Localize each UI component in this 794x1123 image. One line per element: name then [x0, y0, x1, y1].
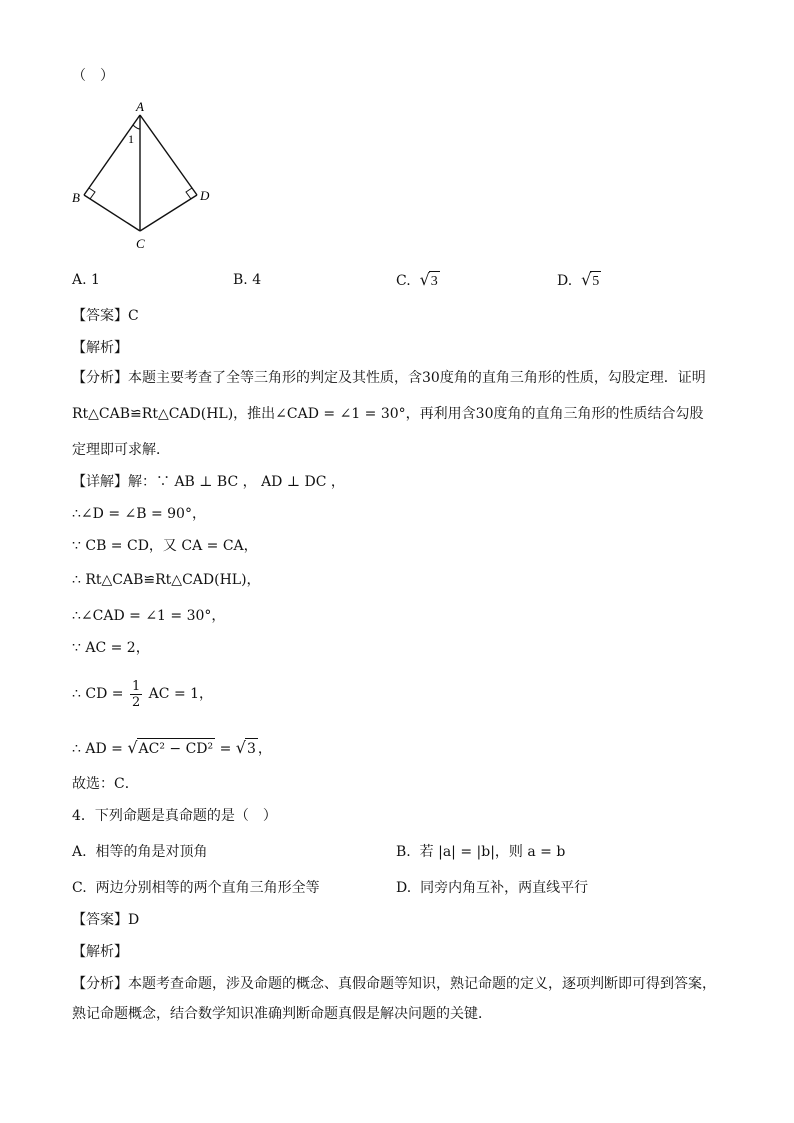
- segment-dc: [140, 195, 197, 231]
- q3-detail-line-2: ∴∠D = ∠B = 90°，: [72, 506, 206, 522]
- q3-detail-line-7: ∴ CD = $\frac{1}{2}$ AC = 1，: [72, 678, 214, 710]
- segment-ab: [84, 115, 140, 195]
- label-b: B: [72, 190, 80, 205]
- q3-option-c: C. √3: [396, 270, 440, 292]
- q4-option-a: A. 相等的角是对顶角: [72, 844, 208, 860]
- q3-option-a: A. 1: [72, 272, 100, 288]
- segment-bc: [84, 195, 140, 231]
- q3-detail-line-5: ∴∠CAD = ∠1 = 30°，: [72, 608, 226, 624]
- segment-ad: [140, 115, 197, 195]
- q4-analysis-tag: 【解析】: [72, 944, 128, 960]
- q4-option-d: D. 同旁内角互补，两直线平行: [396, 880, 589, 896]
- triangle-figure: [60, 96, 220, 256]
- q3-detail-line-6: ∵ AC = 2，: [72, 640, 150, 656]
- label-a: A: [136, 99, 144, 114]
- q4-fenxi-line-1: 【分析】本题考查命题，涉及命题的概念、真假命题等知识，熟记命题的定义，逐项判断即可得到答案，: [72, 976, 716, 992]
- q4-option-c: C. 两边分别相等的两个直角三角形全等: [72, 880, 320, 896]
- right-angle-mark-b: [89, 188, 95, 199]
- sqrt-icon: √: [235, 738, 246, 757]
- q3-conclusion: 故选：C．: [72, 776, 139, 792]
- label-c: C: [136, 236, 145, 251]
- q4-stem: 4．下列命题是真命题的是（ ）: [72, 808, 277, 824]
- q4-fenxi-line-2: 熟记命题概念，结合数学知识准确判断命题真假是解决问题的关键．: [72, 1006, 492, 1022]
- q3-answer: 【答案】C: [72, 308, 139, 324]
- angle-arc-1: [133, 125, 140, 129]
- sqrt-icon: √: [581, 270, 592, 289]
- q3-detail-line-4: ∴ Rt△CAB≌Rt△CAD(HL)，: [72, 572, 261, 588]
- q3-detail-line-3: ∵ CB = CD，又 CA = CA，: [72, 538, 258, 554]
- label-d: D: [200, 188, 210, 203]
- fraction-one-half: $\frac{1}{2}$: [131, 678, 141, 710]
- q3-detail-line-8: ∴ AD = √AC² − CD² = √3 ，: [72, 738, 272, 757]
- q3-fenxi-line-3: 定理即可求解．: [72, 442, 170, 458]
- right-angle-mark-d: [186, 188, 192, 199]
- paren-line: （ ）: [72, 68, 114, 84]
- q3-fenxi-line-1: 【分析】本题主要考查了全等三角形的判定及其性质，含30度角的直角三角形的性质，勾股定理．证明: [72, 370, 706, 386]
- sqrt-icon: √: [419, 270, 430, 289]
- q3-option-b: B. 4: [233, 272, 262, 288]
- q3-detail-line-1: 【详解】解：∵ AB ⊥ BC ， AD ⊥ DC ，: [72, 474, 345, 490]
- q4-answer: 【答案】D: [72, 912, 140, 928]
- label-angle-1: 1: [128, 132, 134, 146]
- q3-fenxi-line-2: Rt△CAB≌Rt△CAD(HL)，推出∠CAD = ∠1 = 30°，再利用含30度角的直角三角形的性质结合勾股: [72, 406, 704, 422]
- sqrt-icon: √: [127, 738, 138, 757]
- q3-option-d: D. √5: [557, 270, 601, 292]
- q3-analysis-tag: 【解析】: [72, 340, 128, 356]
- q4-option-b: B. 若 |a| = |b|，则 a = b: [396, 844, 566, 860]
